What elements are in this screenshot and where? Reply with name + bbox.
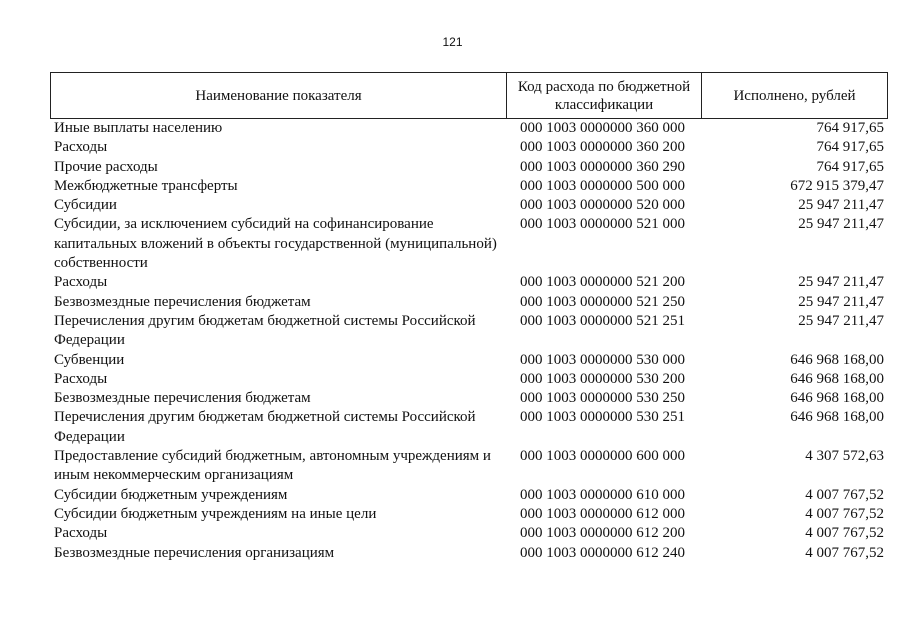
row-name: Расходы [54,139,108,156]
row-name: Безвозмездные перечисления организациям [54,544,335,561]
table-row [50,447,888,486]
row-code: 000 1003 0000000 530 000 [520,351,685,368]
row-name: Субсидии [54,197,117,214]
row-code: 000 1003 0000000 530 250 [520,390,685,407]
budget-table [50,72,888,563]
row-amount: 764 917,65 [816,120,884,136]
table-body [50,119,888,563]
row-amount: 4 007 767,52 [805,505,884,522]
table-row [50,177,888,196]
row-amount: 25 947 211,47 [798,312,884,329]
table-row [50,196,888,215]
row-code: 000 1003 0000000 360 000 [520,120,685,136]
table-row [50,486,888,505]
row-code: 000 1003 0000000 500 000 [520,177,685,194]
row-code: 000 1003 0000000 530 251 [520,409,685,426]
row-code: 000 1003 0000000 520 000 [520,197,685,214]
row-amount: 25 947 211,47 [798,293,884,310]
table-row [50,158,888,177]
table-row [50,370,888,389]
table-row [50,351,888,370]
page-number: 121 [442,35,463,49]
row-name: Прочие расходы [54,158,158,175]
row-code: 000 1003 0000000 530 200 [520,370,685,387]
row-code: 000 1003 0000000 360 290 [520,158,685,175]
table-row [50,293,888,312]
row-amount: 25 947 211,47 [798,197,884,214]
row-amount: 25 947 211,47 [798,216,884,233]
row-amount: 646 968 168,00 [790,390,884,407]
row-amount: 764 917,65 [816,158,884,175]
row-code: 000 1003 0000000 521 000 [520,216,685,233]
row-code: 000 1003 0000000 521 250 [520,293,685,310]
row-amount: 4 007 767,52 [805,544,884,561]
table-row [50,389,888,408]
row-name: Субсидии бюджетным учреждениям [54,486,288,503]
row-code: 000 1003 0000000 521 200 [520,274,685,291]
row-amount: 764 917,65 [816,139,884,156]
header-code: Код расхода по бюджетной классификации [506,73,701,118]
row-name: Расходы [54,525,108,542]
table-row [50,138,888,157]
table-row [50,408,888,447]
table-row [50,215,888,273]
row-amount: 672 915 379,47 [790,177,884,194]
row-amount: 25 947 211,47 [798,274,884,291]
row-code: 000 1003 0000000 600 000 [520,448,685,465]
header-name: Наименование показателя [50,73,506,118]
row-name: Межбюджетные трансферты [54,177,238,194]
row-name: Перечисления другим бюджетам бюджетной системы Российской Федерации [54,312,476,349]
row-name: Иные выплаты населению [54,120,223,136]
table-row [50,273,888,292]
row-name: Субвенции [54,351,125,368]
row-name: Расходы [54,274,108,291]
row-name: Безвозмездные перечисления бюджетам [54,293,311,310]
row-code: 000 1003 0000000 612 200 [520,525,685,542]
row-amount: 646 968 168,00 [790,409,884,426]
row-code: 000 1003 0000000 521 251 [520,312,685,329]
row-code: 000 1003 0000000 612 240 [520,544,685,561]
table-row [50,312,888,351]
row-name: Расходы [54,370,108,387]
row-amount: 646 968 168,00 [790,370,884,387]
table-row [50,544,888,563]
row-code: 000 1003 0000000 612 000 [520,505,685,522]
row-name: Субсидии бюджетным учреждениям на иные цели [54,505,377,522]
row-code: 000 1003 0000000 610 000 [520,486,685,503]
row-name: Предоставление субсидий бюджетным, автономным учреждениям и иным некоммерческим организациям [54,448,491,484]
header-amount: Исполнено, рублей [701,73,888,118]
row-amount: 4 307 572,63 [805,448,884,465]
row-name: Перечисления другим бюджетам бюджетной системы Российской Федерации [54,409,476,445]
row-amount: 646 968 168,00 [790,351,884,368]
row-amount: 4 007 767,52 [805,486,884,503]
table-row [50,119,888,138]
row-name: Субсидии, за исключением субсидий на софинансирование капитальных вложений в объекты государственной (муниципальной) собственности [54,216,497,272]
row-name: Безвозмездные перечисления бюджетам [54,390,311,407]
table-row [50,505,888,524]
row-amount: 4 007 767,52 [805,525,884,542]
table-row [50,524,888,543]
row-code: 000 1003 0000000 360 200 [520,139,685,156]
table-header [50,72,888,119]
